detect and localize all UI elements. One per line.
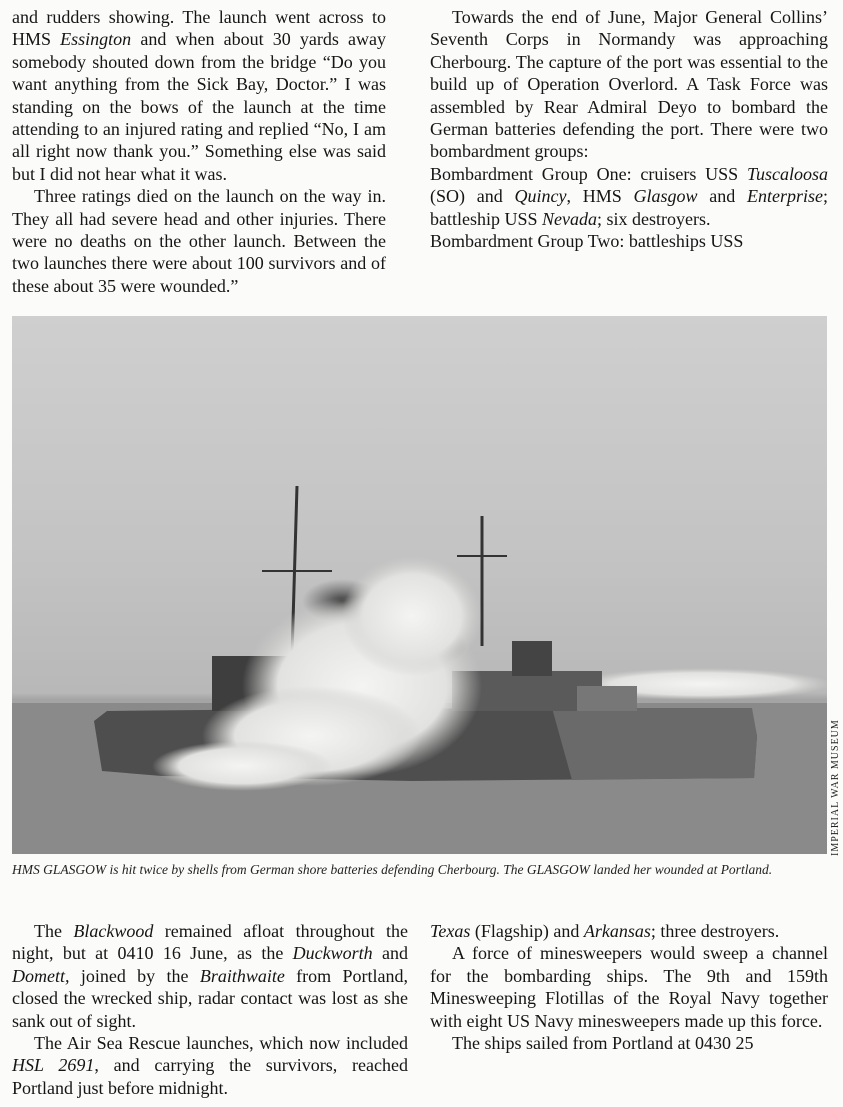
photo-credit: IMPERIAL WAR MUSEUM xyxy=(830,719,841,856)
warship-photo xyxy=(12,316,827,854)
top-right-column xyxy=(430,6,828,252)
bombardment-group-two: Bombardment Group Two: battleships USS xyxy=(430,231,744,252)
paragraph: The Air Sea Rescue launches, which now included HSL 2691, and carrying the survivors, reached Portland just before midnight. xyxy=(12,1033,408,1098)
paragraph: The Blackwood remained afloat throughout the night, but at 0410 16 June, as the Duckworth and Domett, joined by the Braithwaite from Portland, closed the wrecked ship, radar contact was lost as she sank out of sight. xyxy=(12,921,408,1031)
paragraph: Texas (Flagship) and Arkansas; three destroyers. xyxy=(430,921,780,941)
photo-caption: HMS GLASGOW is hit twice by shells from German shore batteries defending Cherbourg. The GLASGOW landed her wounded at Portland. xyxy=(12,862,773,877)
top-left-column xyxy=(12,6,386,297)
bombardment-group-one: Bombardment Group One: cruisers USS Tuscaloosa (SO) and Quincy, HMS Glasgow and Enterprise; battleship USS Nevada; six destroyers. xyxy=(430,163,828,229)
bottom-right-column xyxy=(430,920,828,1054)
ship-illustration xyxy=(12,316,827,854)
paragraph: Towards the end of June, Major General Collins’ Seventh Corps in Normandy was approaching Cherbourg. The capture of the port was essential to the build up of Operation Overlord. A Task Force was assembled by Rear Admiral Deyo to bombard the German batteries defending the port. There were two bombardment groups: xyxy=(430,7,828,162)
paragraph: Three ratings died on the launch on the way in. They all had severe head and other injuries. There were no deaths on the other launch. Between the two launches there were about 100 survivors and of these about 35 were wounded.” xyxy=(12,186,386,296)
paragraph: A force of minesweepers would sweep a channel for the bombarding ships. The 9th and 159th Minesweeping Flotillas of the Royal Navy together with eight US Navy minesweepers made up this force. xyxy=(430,943,828,1031)
paragraph: The ships sailed from Portland at 0430 25 xyxy=(452,1033,754,1054)
paragraph: and rudders showing. The launch went across to HMS Essington and when about 30 yards away somebody shouted down from the bridge “Do you want anything from the Sick Bay, Doctor.” I was standing on the bows of the launch at the time attending to an injured rating and replied “No, I am all right now thank you.” Something else was said but I did not hear what it was. xyxy=(12,7,387,184)
bottom-left-column xyxy=(12,920,408,1099)
ship-name: Essington xyxy=(60,29,132,50)
